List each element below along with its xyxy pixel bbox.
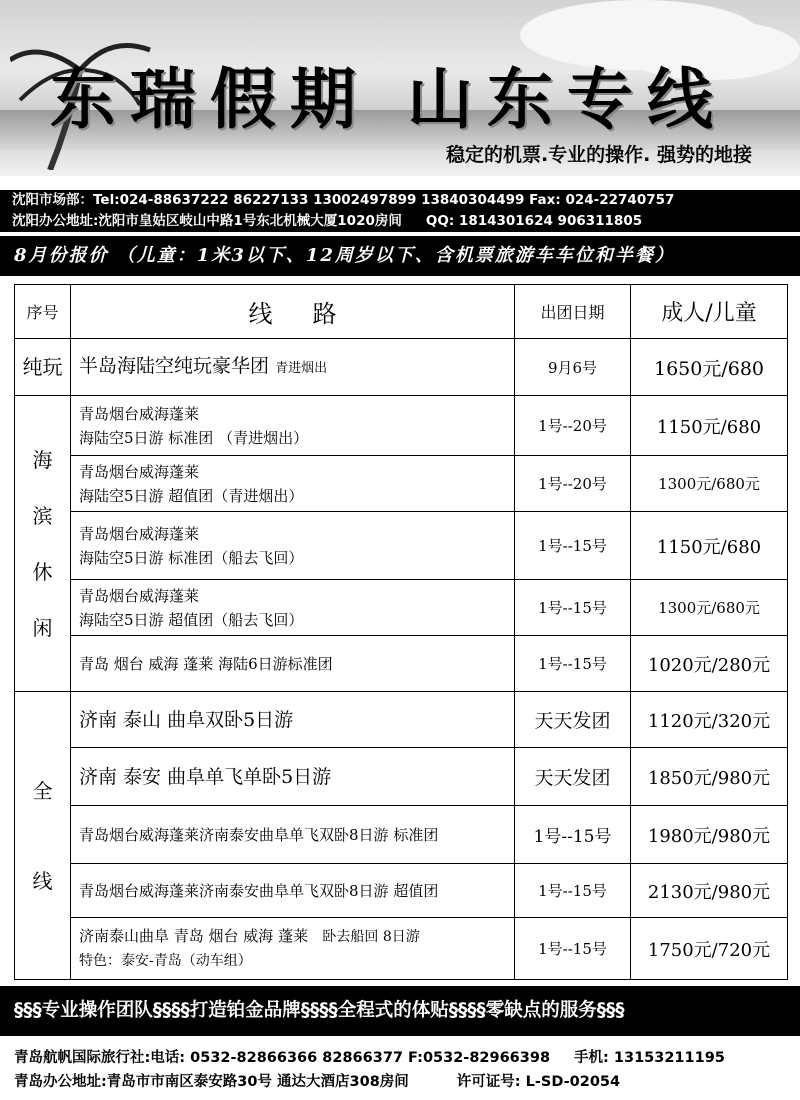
price-cell: 1020元/280元 [631, 636, 788, 692]
header-route: 线路 [71, 285, 515, 339]
date-cell: 1号--15号 [515, 864, 631, 918]
route-cell: 青岛烟台威海蓬莱 海陆空5日游 超值团（青进烟出） [71, 456, 515, 512]
price-title: 8月份报价 （儿童：1米3以下、12周岁以下、含机票旅游车车位和半餐） [0, 236, 800, 276]
agency-phone: 青岛航帆国际旅行社:电话: 0532-82866366 82866377 F:0532-82966398 [14, 1050, 551, 1066]
category-label: 全 线 [15, 692, 71, 980]
price-cell: 1120元/320元 [631, 692, 788, 748]
route-cell: 济南 泰安 曲阜单飞单卧5日游 [71, 748, 515, 806]
page-title: 东瑞假期 山东专线 [50, 60, 727, 138]
table-row [15, 806, 788, 864]
price-cell: 1300元/680元 [631, 580, 788, 636]
agency-mobile: 手机: 13153211195 [574, 1050, 725, 1066]
route-cell: 青岛 烟台 威海 蓬莱 海陆6日游标准团 [71, 636, 515, 692]
price-cell: 1980元/980元 [631, 806, 788, 864]
date-cell: 9月6号 [515, 339, 631, 396]
header-banner [0, 0, 800, 176]
service-banner: §§§专业操作团队§§§§打造铂金品牌§§§§全程式的体贴§§§§零缺点的服务§§§ [0, 986, 800, 1036]
table-row [15, 456, 788, 512]
date-cell: 天天发团 [515, 692, 631, 748]
footer-address-line [0, 1070, 800, 1091]
table-row [15, 580, 788, 636]
route-cell: 济南 泰山 曲阜双卧5日游 [71, 692, 515, 748]
qq-numbers: QQ: 1814301624 906311805 [425, 213, 643, 229]
table-row [15, 918, 788, 980]
table-row [15, 339, 788, 396]
header-seq: 序号 [15, 285, 71, 339]
route-cell: 青岛烟台威海蓬莱 海陆空5日游 超值团（船去飞回） [71, 580, 515, 636]
route-note: 青进烟出 [275, 360, 328, 376]
price-cell: 1750元/720元 [631, 918, 788, 980]
date-cell: 1号--15号 [515, 580, 631, 636]
route-name: 半岛海陆空纯玩豪华团 [79, 354, 270, 377]
table-row [15, 636, 788, 692]
office-address: 沈阳办公地址:沈阳市皇姑区岐山中路1号东北机械大厦1020房间 [12, 213, 402, 229]
route-cell: 青岛烟台威海蓬莱 海陆空5日游 标准团（船去飞回） [71, 512, 515, 580]
header-price: 成人/儿童 [631, 285, 788, 339]
date-cell: 天天发团 [515, 748, 631, 806]
price-cell: 1150元/680 [631, 512, 788, 580]
routes-table [14, 284, 788, 980]
license-number: 许可证号: L-SD-02054 [456, 1074, 621, 1090]
price-cell: 1150元/680 [631, 396, 788, 456]
route-cell: 济南泰山曲阜 青岛 烟台 威海 蓬莱 卧去船回 8日游 特色：泰安-青岛（动车组） [71, 918, 515, 980]
agency-address: 青岛办公地址:青岛市市南区泰安路30号 通达大酒店308房间 [14, 1074, 409, 1090]
date-cell: 1号--15号 [515, 512, 631, 580]
date-cell: 1号--20号 [515, 396, 631, 456]
table-row [15, 748, 788, 806]
date-cell: 1号--15号 [515, 806, 631, 864]
slogan: 稳定的机票.专业的操作. 强势的地接 [445, 144, 752, 166]
date-cell: 1号--15号 [515, 636, 631, 692]
category-label: 海 滨 休 闲 [15, 396, 71, 692]
table-row [15, 692, 788, 748]
office-contact [0, 210, 800, 232]
footer-agency-line [0, 1046, 800, 1067]
route-cell: 青岛烟台威海蓬莱济南泰安曲阜单飞双卧8日游 超值团 [71, 864, 515, 918]
date-cell: 1号--20号 [515, 456, 631, 512]
market-dept-contact: 沈阳市场部：Tel:024-88637222 86227133 13002497899 13840304499 Fax: 024-22740757 [0, 190, 800, 210]
route-cell: 青岛烟台威海蓬莱济南泰安曲阜单飞双卧8日游 标准团 [71, 806, 515, 864]
price-cell: 2130元/980元 [631, 864, 788, 918]
date-cell: 1号--15号 [515, 918, 631, 980]
price-cell: 1650元/680 [631, 339, 788, 396]
category-label: 纯玩 [15, 339, 71, 396]
route-cell: 青岛烟台威海蓬莱 海陆空5日游 标准团 （青进烟出） [71, 396, 515, 456]
table-header-row [15, 285, 788, 339]
table-row [15, 864, 788, 918]
table-row [15, 512, 788, 580]
route-cell [71, 339, 515, 396]
header-date: 出团日期 [515, 285, 631, 339]
price-cell: 1300元/680元 [631, 456, 788, 512]
table-row [15, 396, 788, 456]
price-cell: 1850元/980元 [631, 748, 788, 806]
